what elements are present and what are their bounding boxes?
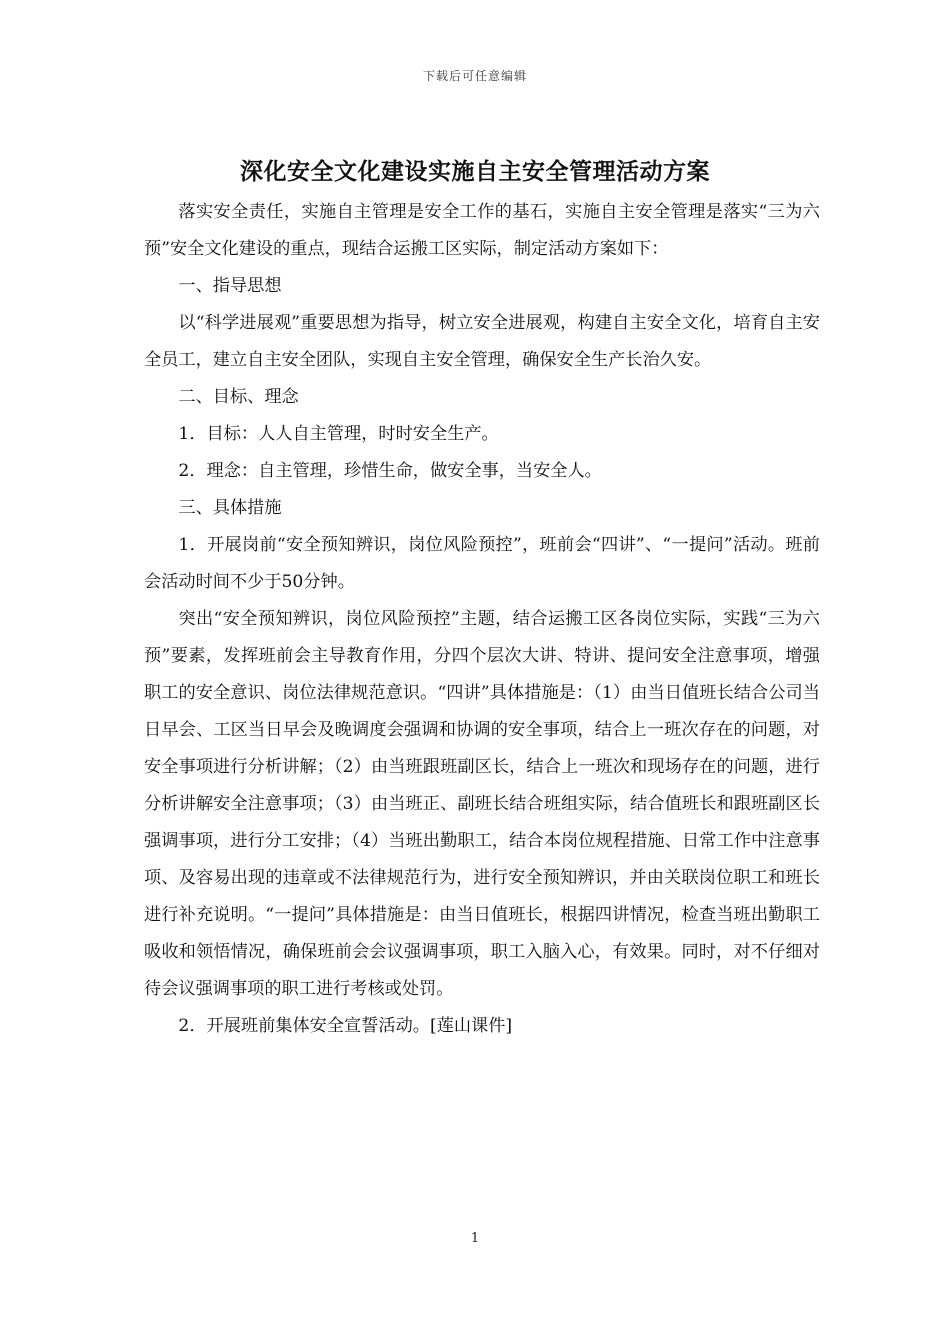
document-title: 深化安全文化建设实施自主安全管理活动方案 (240, 158, 710, 185)
section-heading-goals-concepts: 二、目标、理念 (178, 387, 299, 407)
guiding-ideology-paragraph: 以“科学进展观”重要思想为指导，树立安全进展观，构建自主安全文化，培育自主安全员工，建立自主安全团队，实现自主安全管理，确保安全生产长治久安。 (144, 313, 820, 370)
page-header-note: 下载后可任意编辑 (422, 69, 527, 83)
section-heading-guiding-ideology: 一、指导思想 (178, 276, 282, 296)
measure-item-1: 1．开展岗前“安全预知辨识，岗位风险预控”，班前会“四讲”、“一提问”活动。班前会活动时间不少于50分钟。 (144, 535, 820, 592)
measure-item-2: 2．开展班前集体安全宣誓活动。[莲山课件] (178, 1016, 513, 1036)
page-number: 1 (470, 1231, 480, 1246)
intro-paragraph: 落实安全责任，实施自主管理是安全工作的基石，实施自主安全管理是落实“三为六预”安全文化建设的重点，现结合运搬工区实际，制定活动方案如下： (144, 202, 820, 259)
measure-detail-paragraph: 突出“安全预知辨识，岗位风险预控”主题，结合运搬工区各岗位实际，实践“三为六预”要素，发挥班前会主导教育作用，分四个层次大讲、特讲、提问安全注意事项，增强职工的安全意识、岗位法律规范意识。“四讲”具体措施是：（1）由当日值班长结合公司当日早会、工区当日早会及晚调度会强调和协调的安全事项，结合上一班次存在的问题，对安全事项进行分析讲解；（2）由当班跟班副区长，结合上一班次和现场存在的问题，进行分析讲解安全注意事项；（3）由当班正、副班长结合班组实际，结合值班长和跟班副区长强调事项，进行分工安排；（4）当班出勤职工，结合本岗位规程措施、日常工作中注意事项、及容易出现的违章或不法律规范行为，进行安全预知辨识，并由关联岗位职工和班长进行补充说明。“一提问”具体措施是：由当日值班长，根据四讲情况，检查当班出勤职工吸收和领悟情况，确保班前会会议强调事项，职工入脑入心，有效果。同时，对不仔细对待会议强调事项的职工进行考核或处罚。 (144, 609, 820, 999)
document-body (144, 194, 820, 1045)
goal-item: 1．目标：人人自主管理，时时安全生产。 (178, 424, 499, 444)
section-heading-specific-measures: 三、具体措施 (178, 498, 282, 518)
concept-item: 2．理念：自主管理，珍惜生命，做安全事，当安全人。 (178, 461, 602, 481)
